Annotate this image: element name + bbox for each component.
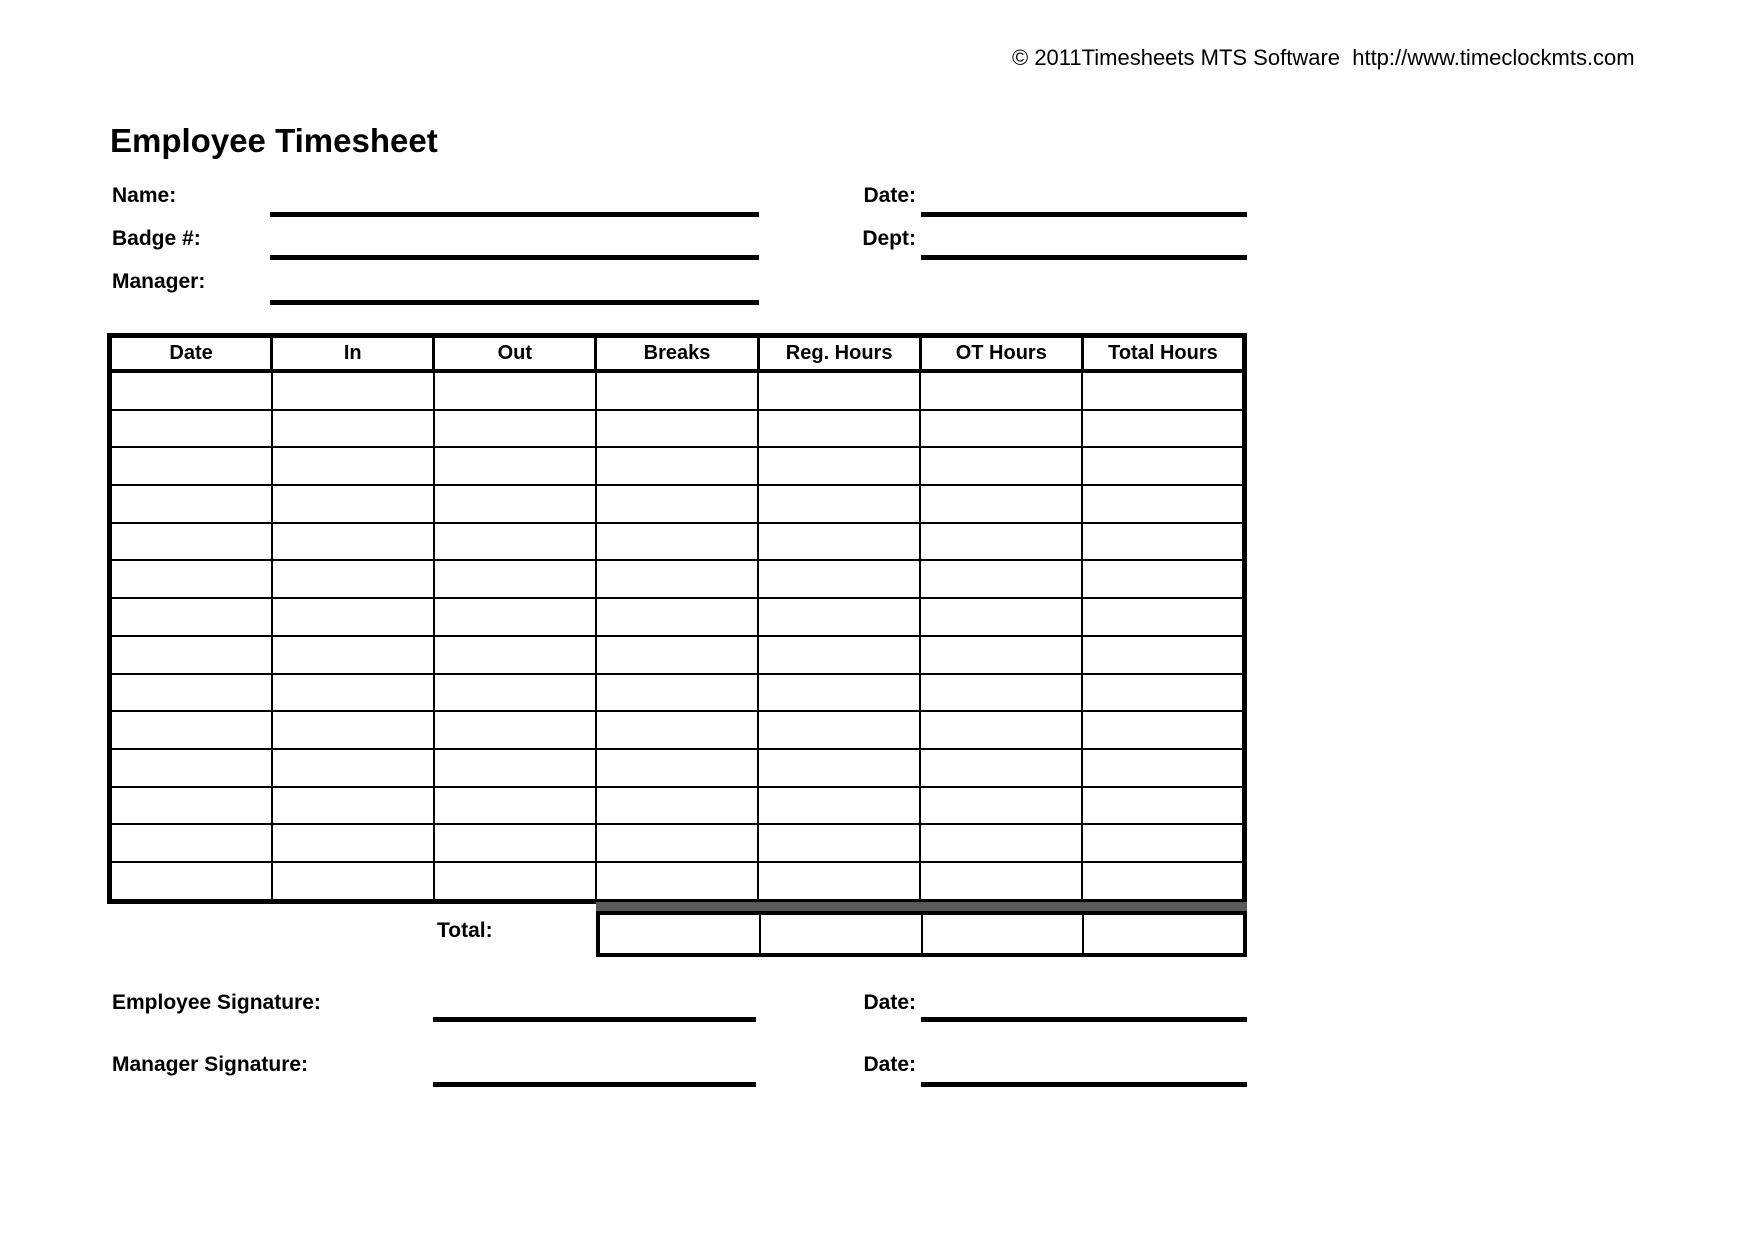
column-header-total-hours: Total Hours [1082, 336, 1244, 372]
timesheet-cell[interactable] [110, 824, 272, 862]
timesheet-cell[interactable] [758, 447, 920, 485]
column-header-ot-hours: OT Hours [920, 336, 1082, 372]
total-cell[interactable] [1082, 915, 1243, 953]
timesheet-cell[interactable] [434, 598, 596, 636]
date-input-line[interactable] [921, 212, 1247, 217]
copyright-text: © 2011Timesheets MTS Software http://www.timeclockmts.com [1012, 45, 1635, 70]
timesheet-cell[interactable] [272, 787, 434, 825]
table-row [110, 862, 1245, 901]
table-row [110, 371, 1245, 410]
timesheet-cell[interactable] [596, 674, 758, 712]
total-cell[interactable] [759, 915, 920, 953]
timesheet-cell[interactable] [1082, 560, 1244, 598]
timesheet-cell[interactable] [110, 862, 272, 901]
manager-signature-label: Manager Signature: [112, 1053, 309, 1076]
timesheet-cell[interactable] [1082, 598, 1244, 636]
timesheet-cell[interactable] [110, 523, 272, 561]
timesheet-cell[interactable] [272, 371, 434, 410]
dept-input-line[interactable] [921, 255, 1247, 260]
timesheet-cell[interactable] [272, 523, 434, 561]
manager-date-line[interactable] [921, 1082, 1247, 1087]
timesheet-cell[interactable] [758, 560, 920, 598]
timesheet-cell[interactable] [272, 410, 434, 448]
timesheet-cell[interactable] [1082, 485, 1244, 523]
timesheet-cell[interactable] [596, 711, 758, 749]
total-cell[interactable] [600, 915, 759, 953]
timesheet-cell[interactable] [758, 523, 920, 561]
timesheet-cell[interactable] [110, 711, 272, 749]
name-label: Name: [112, 184, 177, 207]
timesheet-cell[interactable] [920, 447, 1082, 485]
dept-label: Dept: [862, 227, 916, 250]
timesheet-cell[interactable] [596, 862, 758, 901]
column-header-breaks: Breaks [596, 336, 758, 372]
table-row [110, 674, 1245, 712]
timesheet-cell[interactable] [758, 862, 920, 901]
timesheet-cell[interactable] [596, 371, 758, 410]
timesheet-cell[interactable] [920, 371, 1082, 410]
timesheet-cell[interactable] [596, 787, 758, 825]
timesheet-cell[interactable] [920, 598, 1082, 636]
timesheet-cell[interactable] [596, 824, 758, 862]
date-label: Date: [863, 184, 916, 207]
timesheet-cell[interactable] [110, 447, 272, 485]
timesheet-cell[interactable] [758, 636, 920, 674]
manager-input-line[interactable] [270, 300, 759, 305]
timesheet-cell[interactable] [920, 523, 1082, 561]
table-header-row [110, 336, 1245, 372]
timesheet-cell[interactable] [272, 598, 434, 636]
table-row [110, 560, 1245, 598]
timesheet-cell[interactable] [758, 485, 920, 523]
timesheet-cell[interactable] [1082, 371, 1244, 410]
manager-signature-line[interactable] [433, 1082, 756, 1087]
total-label: Total: [437, 919, 493, 942]
table-row [110, 787, 1245, 825]
timesheet-cell[interactable] [758, 711, 920, 749]
timesheet-cell[interactable] [434, 410, 596, 448]
timesheet-cell[interactable] [1082, 447, 1244, 485]
employee-signature-label: Employee Signature: [112, 991, 321, 1014]
timesheet-cell[interactable] [1082, 862, 1244, 901]
timesheet-cell[interactable] [434, 371, 596, 410]
timesheet-cell[interactable] [434, 447, 596, 485]
total-separator-band [596, 902, 1247, 911]
total-row [596, 911, 1247, 957]
timesheet-cell[interactable] [110, 674, 272, 712]
timesheet-cell[interactable] [596, 447, 758, 485]
timesheet-cell[interactable] [434, 862, 596, 901]
timesheet-cell[interactable] [272, 560, 434, 598]
timesheet-cell[interactable] [596, 523, 758, 561]
timesheet-cell[interactable] [272, 749, 434, 787]
column-header-in: In [272, 336, 434, 372]
timesheet-cell[interactable] [758, 598, 920, 636]
timesheet-cell[interactable] [758, 371, 920, 410]
timesheet-cell[interactable] [1082, 636, 1244, 674]
timesheet-cell[interactable] [920, 749, 1082, 787]
column-header-date: Date [110, 336, 272, 372]
timesheet-cell[interactable] [110, 749, 272, 787]
timesheet-cell[interactable] [272, 674, 434, 712]
column-header-out: Out [434, 336, 596, 372]
timesheet-cell[interactable] [920, 560, 1082, 598]
timesheet-cell[interactable] [434, 560, 596, 598]
timesheet-cell[interactable] [110, 371, 272, 410]
timesheet-cell[interactable] [272, 711, 434, 749]
timesheet-cell[interactable] [758, 674, 920, 712]
table-row [110, 485, 1245, 523]
timesheet-cell[interactable] [272, 862, 434, 901]
total-cell[interactable] [921, 915, 1082, 953]
timesheet-cell[interactable] [920, 787, 1082, 825]
timesheet-cell[interactable] [1082, 410, 1244, 448]
timesheet-cell[interactable] [434, 711, 596, 749]
timesheet-cell[interactable] [272, 636, 434, 674]
timesheet-cell[interactable] [920, 862, 1082, 901]
timesheet-cell[interactable] [434, 485, 596, 523]
timesheet-cell[interactable] [596, 560, 758, 598]
timesheet-cell[interactable] [1082, 674, 1244, 712]
timesheet-cell[interactable] [110, 410, 272, 448]
timesheet-cell[interactable] [920, 410, 1082, 448]
timesheet-cell[interactable] [1082, 523, 1244, 561]
manager-label: Manager: [112, 270, 206, 293]
timesheet-cell[interactable] [272, 485, 434, 523]
timesheet-cell[interactable] [920, 636, 1082, 674]
timesheet-cell[interactable] [110, 560, 272, 598]
table-row [110, 749, 1245, 787]
table-row [110, 598, 1245, 636]
timesheet-table [107, 333, 1247, 904]
employee-date-label: Date: [863, 991, 916, 1014]
timesheet-cell[interactable] [434, 787, 596, 825]
timesheet-cell[interactable] [434, 824, 596, 862]
timesheet-cell[interactable] [434, 636, 596, 674]
timesheet-cell[interactable] [110, 485, 272, 523]
table-row [110, 636, 1245, 674]
timesheet-cell[interactable] [758, 749, 920, 787]
badge-number-label: Badge #: [112, 227, 201, 250]
timesheet-cell[interactable] [272, 447, 434, 485]
timesheet-cell[interactable] [1082, 711, 1244, 749]
timesheet-cell[interactable] [920, 824, 1082, 862]
table-row [110, 410, 1245, 448]
timesheet-cell[interactable] [758, 410, 920, 448]
timesheet-cell[interactable] [596, 749, 758, 787]
timesheet-cell[interactable] [1082, 824, 1244, 862]
timesheet-cell[interactable] [596, 485, 758, 523]
timesheet-cell[interactable] [434, 674, 596, 712]
employee-signature-line[interactable] [433, 1017, 756, 1022]
timesheet-cell[interactable] [1082, 749, 1244, 787]
timesheet-cell[interactable] [1082, 787, 1244, 825]
timesheet-cell[interactable] [596, 636, 758, 674]
timesheet-cell[interactable] [920, 674, 1082, 712]
timesheet-cell[interactable] [596, 410, 758, 448]
timesheet-cell[interactable] [110, 787, 272, 825]
timesheet-cell[interactable] [272, 824, 434, 862]
table-row [110, 824, 1245, 862]
timesheet-cell[interactable] [110, 636, 272, 674]
badge-number-input-line[interactable] [270, 255, 759, 260]
timesheet-cell[interactable] [758, 824, 920, 862]
timesheet-cell[interactable] [920, 485, 1082, 523]
timesheet-cell[interactable] [110, 598, 272, 636]
employee-date-line[interactable] [921, 1017, 1247, 1022]
table-row [110, 447, 1245, 485]
table-row [110, 523, 1245, 561]
timesheet-cell[interactable] [758, 787, 920, 825]
timesheet-cell[interactable] [596, 598, 758, 636]
column-header-reg-hours: Reg. Hours [758, 336, 920, 372]
name-input-line[interactable] [270, 212, 759, 217]
page-title: Employee Timesheet [110, 122, 438, 159]
timesheet-cell[interactable] [920, 711, 1082, 749]
timesheet-cell[interactable] [434, 749, 596, 787]
timesheet-cell[interactable] [434, 523, 596, 561]
manager-date-label: Date: [863, 1053, 916, 1076]
table-row [110, 711, 1245, 749]
